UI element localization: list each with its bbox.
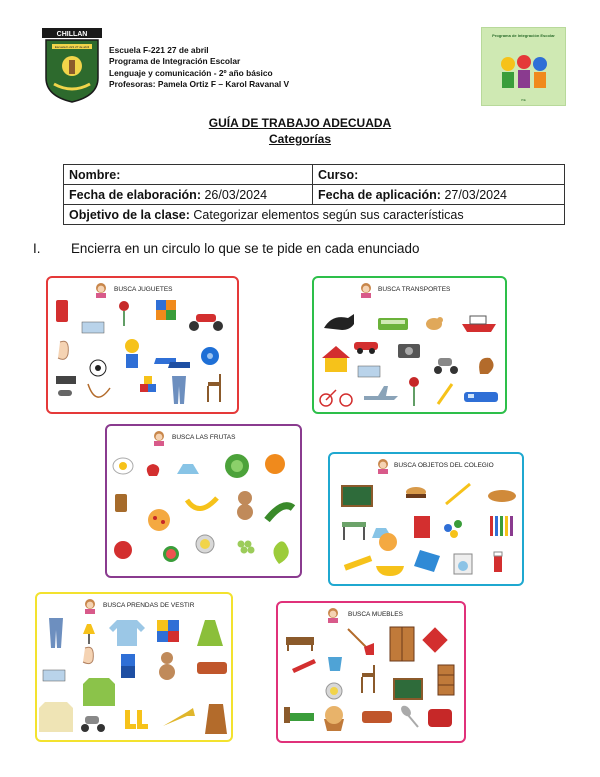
panel-toys[interactable] (46, 276, 239, 414)
ear-icon (58, 341, 68, 359)
panel-clothing[interactable] (35, 592, 233, 742)
subject-line: Lenguaje y comunicación - 2º año básico (109, 67, 273, 78)
objective-label: Objetivo de la clase: (69, 207, 190, 222)
objective-value: Categorizar elementos según sus características (189, 207, 464, 222)
name-cell[interactable] (64, 165, 313, 185)
skirt-icon (197, 620, 223, 646)
armchair-icon (428, 709, 452, 727)
ruler-icon (344, 555, 372, 570)
jump-rope-icon (88, 384, 110, 397)
game-console-icon (56, 376, 76, 396)
orange-icon (265, 454, 285, 474)
coin-icon (196, 535, 214, 553)
teachers-line: Profesoras: Pamela Ortiz F – Karol Ravanal V (109, 78, 290, 89)
book-icon (414, 550, 440, 572)
course-cell[interactable] (313, 165, 565, 185)
house-icon (322, 346, 350, 372)
elaboration-cell (64, 185, 313, 205)
hamburger-icon (406, 487, 426, 498)
crayons-icon (490, 516, 513, 536)
soda-can-icon (56, 300, 68, 322)
scooter-icon (81, 716, 105, 732)
chair-icon (208, 374, 220, 402)
grapes-icon (238, 541, 255, 554)
rose-icon (409, 377, 419, 406)
panel-school-objects[interactable] (328, 452, 524, 586)
teddy-bear-icon (159, 652, 175, 680)
application-value: 27/03/2024 (440, 187, 508, 202)
sofa-icon (362, 711, 392, 723)
program-logo (481, 27, 566, 106)
crest-sub: Escuela F-221 27 de abril (54, 45, 90, 49)
muffin-icon (324, 706, 344, 731)
sofa-icon (197, 662, 227, 674)
broom-icon (348, 629, 374, 655)
yoyo-icon (201, 347, 219, 365)
motorcycle-icon (189, 314, 223, 331)
chalkboard-icon (342, 486, 372, 506)
lettuce-icon (225, 454, 249, 478)
panel-items (314, 278, 505, 412)
pear-icon (273, 541, 288, 564)
panel-transport[interactable] (312, 276, 507, 414)
crest-label: CHILLAN (56, 31, 88, 38)
shoes-icon (154, 358, 190, 368)
panel-title: BUSCA PRENDAS DE VESTIR (103, 602, 195, 609)
jar-icon (115, 494, 127, 512)
bus-icon (378, 318, 408, 330)
program-name: Programa de Integración Escolar (109, 56, 241, 67)
notebook-icon (414, 516, 430, 538)
bicycle-icon (320, 390, 352, 406)
chair-icon (362, 665, 374, 693)
sweater-icon (109, 620, 145, 646)
bird-icon (426, 317, 443, 330)
panel-items (330, 454, 522, 584)
pencil-icon (438, 384, 452, 404)
instruction-number: I. (33, 241, 41, 256)
soccer-ball-icon (90, 360, 106, 376)
trumpet-icon (163, 708, 195, 726)
banknote-icon (43, 670, 65, 681)
outfit-icon (121, 654, 135, 678)
spoon-icon (399, 704, 418, 727)
bread-icon (488, 490, 516, 502)
panel-title: BUSCA LAS FRUTAS (172, 434, 236, 441)
name-label: Nombre: (69, 167, 121, 182)
soup-bowl-icon (376, 566, 404, 576)
fried-egg-icon (113, 458, 133, 474)
panel-items (37, 594, 231, 740)
blocks-icon (140, 376, 156, 392)
puzzle-icon (156, 300, 176, 320)
panel-title: BUSCA MUEBLES (348, 611, 403, 618)
header-info (109, 45, 289, 90)
scooter-icon (434, 358, 458, 374)
elaboration-value: 26/03/2024 (200, 187, 268, 202)
bucket-icon (328, 657, 342, 671)
banknote-icon (358, 366, 380, 377)
watermelon-icon (163, 546, 179, 562)
banana-icon (187, 498, 217, 509)
lamp-icon (83, 624, 95, 644)
banknote-icon (82, 322, 104, 333)
camera-icon (398, 344, 420, 358)
school-crest-logo (42, 28, 102, 104)
pencil-icon (446, 484, 470, 504)
shelf-icon (438, 665, 454, 695)
jeans-icon (49, 618, 63, 648)
teddy-bear-icon (237, 491, 253, 520)
children-illustration (494, 50, 554, 92)
marbles-icon (444, 520, 462, 538)
page-title: GUÍA DE TRABAJO ADECUADA (208, 116, 392, 130)
wardrobe-icon (390, 627, 414, 661)
coffee-table-icon (286, 637, 314, 651)
cardigan-icon (39, 702, 73, 732)
elaboration-label: Fecha de elaboración: (69, 187, 201, 202)
cucumber-icon (267, 506, 293, 520)
doll-icon (125, 339, 139, 368)
apple-icon (114, 541, 132, 559)
squirrel-icon (479, 358, 493, 374)
panel-title: BUSCA JUGUETES (114, 286, 173, 293)
panel-items (107, 426, 300, 576)
board-game-icon (157, 620, 179, 642)
panel-title: BUSCA TRANSPORTES (378, 286, 451, 293)
jacket-icon (83, 678, 115, 706)
course-label: Curso: (318, 167, 359, 182)
info-table (63, 164, 565, 225)
airplane-icon (364, 386, 398, 400)
coat-icon (205, 704, 227, 734)
cat-icon (324, 314, 354, 330)
program-logo-footer: PIE (521, 98, 526, 102)
coin-icon (326, 683, 342, 699)
clothespin-icon (292, 659, 316, 673)
bed-icon (284, 707, 314, 723)
pizza-icon (379, 533, 397, 551)
instruction-text: Encierra en un circulo lo que se te pide en cada enunciado (71, 241, 420, 256)
rose-icon (119, 301, 129, 326)
panel-items (278, 603, 464, 741)
objective-cell (64, 205, 565, 225)
application-label: Fecha de aplicación: (318, 187, 441, 202)
car-icon (354, 342, 378, 354)
washing-machine-icon (454, 554, 472, 574)
panel-title: BUSCA OBJETOS DEL COLEGIO (394, 462, 494, 469)
glue-stick-icon (494, 552, 502, 572)
school-name: Escuela F-221 27 de abril (109, 45, 209, 55)
socks-icon (125, 710, 148, 729)
panel-fruits[interactable] (105, 424, 302, 578)
jeans-icon (172, 376, 186, 404)
program-logo-title: Programa de Integración Escolar (492, 33, 555, 38)
page-subtitle: Categorías (268, 132, 332, 146)
iron-icon (177, 464, 199, 474)
potholder-icon (422, 627, 447, 652)
ship-icon (462, 316, 496, 332)
panel-furniture[interactable] (276, 601, 466, 743)
application-cell (313, 185, 565, 205)
chalkboard-icon (394, 679, 422, 699)
desk-icon (342, 522, 366, 540)
panel-items (48, 278, 237, 412)
ear-icon (83, 647, 93, 663)
pizza-icon (148, 509, 170, 531)
train-icon (464, 392, 498, 402)
strawberry-icon (147, 464, 160, 476)
